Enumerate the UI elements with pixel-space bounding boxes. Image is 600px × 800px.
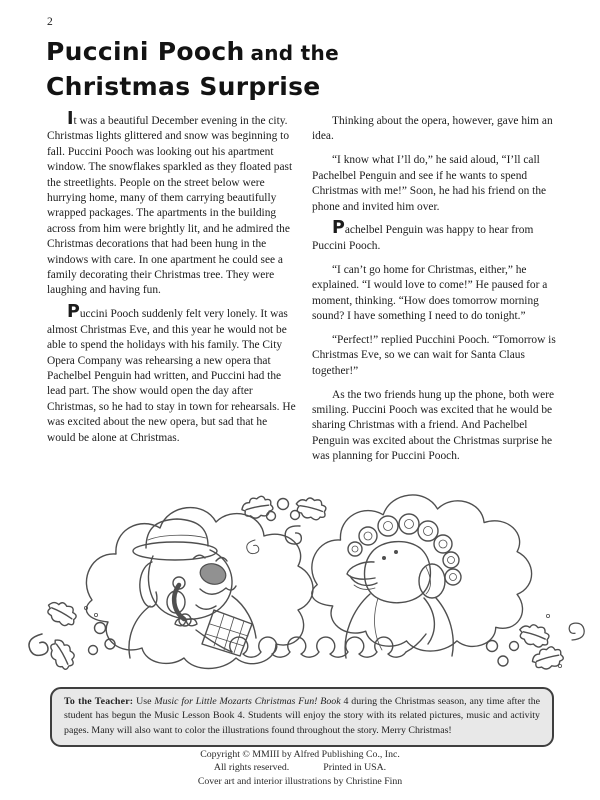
story-column-left bbox=[47, 109, 298, 473]
story-paragraph: “I know what I’ll do,” he said aloud, “I’ll call Pachelbel Penguin and see if he wants to spend Christmas with me!” Soon, he had his friend on the phone and invited him over. bbox=[312, 154, 547, 213]
page-title bbox=[46, 36, 339, 106]
story-paragraph: Thinking about the opera, however, gave him an idea. bbox=[312, 115, 553, 143]
copyright-footer bbox=[0, 749, 600, 789]
holly-sprig-left-icon bbox=[29, 597, 115, 672]
story-paragraph: It was a beautiful December evening in the city. Christmas lights glittered and snow was beginning to fall. Puccini Pooch was looking out his apartment window. The snowflakes sparkled as they floated past the streetlights. People on the street below were hurrying home, many of them carrying beautifully wrapped packages. The apartments in the building across from him were brightly lit, and he admired the Christmas decorations that had been hung in the windows with care. In one apartment he could see a family decorating their Christmas tree. They were laughing and having fun. bbox=[47, 109, 293, 297]
story-paragraph: “I can’t go home for Christmas, either,” he explained. “I would love to come!” He paused for a moment, thinking. “How does tomorrow morning sound? I have something I need to do tonight.” bbox=[312, 263, 548, 322]
book-title-italic: Music for Little Mozarts Christmas Fun! Book bbox=[154, 696, 341, 707]
story-column-right bbox=[312, 114, 563, 473]
thought-cloud-right-icon bbox=[312, 495, 532, 651]
copyright-line: Copyright © MMIII by Alfred Publishing Co., Inc. bbox=[200, 749, 400, 760]
story-paragraph: Pachelbel Penguin was happy to hear from Puccini Pooch. bbox=[312, 218, 534, 252]
title-line-2: Christmas Surprise bbox=[46, 72, 321, 101]
story-paragraph: “Perfect!” replied Pucchini Pooch. “Tomorrow is Christmas Eve, so we can wait for Santa Claus together!” bbox=[312, 333, 556, 377]
drop-cap: P bbox=[332, 218, 345, 239]
penguin-with-wig-icon bbox=[345, 514, 461, 658]
illustrator-credit-line: Cover art and interior illustrations by Christine Finn bbox=[197, 776, 403, 787]
holly-sprig-top-icon bbox=[240, 494, 328, 554]
teacher-note-label: To the Teacher: bbox=[64, 696, 134, 707]
title-line-1: Puccini Pooch and the bbox=[46, 37, 339, 66]
page-number: 2 bbox=[47, 16, 53, 28]
teacher-note-text: To the Teacher: Use Music for Little Mozarts Christmas Fun! Book 4 during the Christmas season, any time after the student has begun the Music Lesson Book 4. Students will enjoy the story with its related pictures, music and activity pages. Many will also want to color the illustrations found throughout the story. Merry Christmas! bbox=[64, 696, 541, 736]
rights-line: All rights reserved. Printed in USA. bbox=[213, 761, 387, 773]
holly-sprig-right-icon bbox=[487, 614, 586, 672]
drop-cap: I bbox=[67, 109, 74, 129]
teacher-note-box bbox=[50, 687, 554, 747]
drop-cap: P bbox=[67, 302, 80, 323]
story-text bbox=[47, 109, 563, 473]
thought-cloud-left-icon bbox=[86, 508, 313, 669]
story-illustration bbox=[0, 488, 600, 688]
story-paragraph: Puccini Pooch suddenly felt very lonely. It was almost Christmas Eve, and this year he would not be able to spend the holidays with his family. The City Opera Company was rehearsing a new opera that Pachelbel Penguin had written, and Puccini had the lead part. The show would open the day after Christmas, so he had to stay in town for rehearsals. He was excited about the new opera, but sad that he would be alone at Christmas. bbox=[47, 302, 296, 444]
story-paragraph: As the two friends hung up the phone, both were smiling. Puccini Pooch was excited that he would be sharing Christmas with a friend. And Pachelbel Penguin was excited about the Christmas surprise he was planning for Puccini Pooch. bbox=[312, 388, 555, 463]
